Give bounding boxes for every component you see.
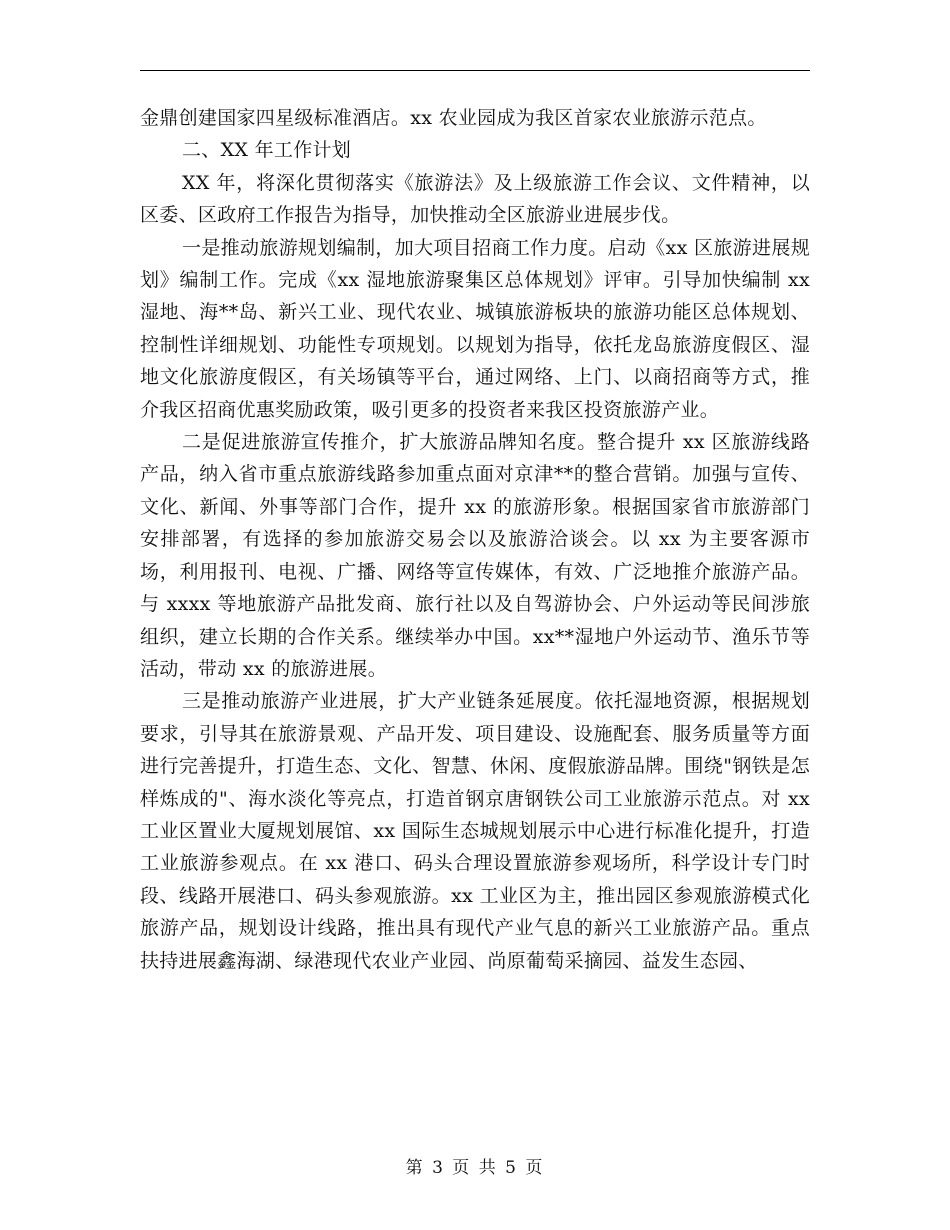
paragraph-planning: 一是推动旅游规划编制，加大项目招商工作力度。启动《xx 区旅游进展规划》编制工作。完成《xx 湿地旅游聚集区总体规划》评审。引导加快编制 xx 湿地、海**岛、新兴工业、现代农业、城镇旅游板块的旅游功能区总体规划、控制性详细规划、功能性专项规划。以规划为指导，依托龙岛旅游度假区、湿地文化旅游度假区，有关场镇等平台，通过网络、上门、以商招商等方式，推介我区招商优惠奖励政策，吸引更多的投资者来我区投资旅游产业。 <box>140 236 810 421</box>
paragraph-industry: 三是推动旅游产业进展，扩大产业链条延展度。依托湿地资源，根据规划要求，引导其在旅游景观、产品开发、项目建设、设施配套、服务质量等方面进行完善提升，打造生态、文化、智慧、休闲、度假旅游品牌。围绕"钢铁是怎样炼成的"、海水淡化等亮点，打造首钢京唐钢铁公司工业旅游示范点。对 xx 工业区置业大厦规划展馆、xx 国际生态城规划展示中心进行标准化提升，打造工业旅游参观点。在 xx 港口、码头合理设置旅游参观场所，科学设计专门时段、线路开展港口、码头参观旅游。xx 工业区为主，推出园区参观旅游模式化旅游产品，规划设计线路，推出具有现代产业气息的新兴工业旅游产品。重点扶持进展鑫海湖、绿港现代农业产业园、尚原葡萄采摘园、益发生态园、 <box>140 690 810 972</box>
paragraph-continuation: 金鼎创建国家四星级标准酒店。xx 农业园成为我区首家农业旅游示范点。 <box>140 107 767 129</box>
section-heading: 二、XX 年工作计划 <box>182 139 352 162</box>
header-rule <box>140 70 810 71</box>
paragraph-intro: XX 年，将深化贯彻落实《旅游法》及上级旅游工作会议、文件精神，以区委、区政府工作报告为指导，加快推动全区旅游业进展步伐。 <box>140 171 810 227</box>
document-body <box>140 102 810 977</box>
paragraph-promotion: 二是促进旅游宣传推介，扩大旅游品牌知名度。整合提升 xx 区旅游线路产品，纳入省市重点旅游线路参加重点面对京津**的整合营销。加强与宣传、文化、新闻、外事等部门合作，提升 xx 的旅游形象。根据国家省市旅游部门安排部署，有选择的参加旅游交易会以及旅游洽谈会。以 xx 为主要客源市场，利用报刊、电视、广播、网络等宣传媒体，有效、广泛地推介旅游产品。与 xxxx 等地旅游产品批发商、旅行社以及自驾游协会、户外运动等民间涉旅组织，建立长期的合作关系。继续举办中国。xx**湿地户外运动节、渔乐节等活动，带动 xx 的旅游进展。 <box>140 431 810 680</box>
page-number-footer: 第 3 页 共 5 页 <box>405 1158 545 1178</box>
